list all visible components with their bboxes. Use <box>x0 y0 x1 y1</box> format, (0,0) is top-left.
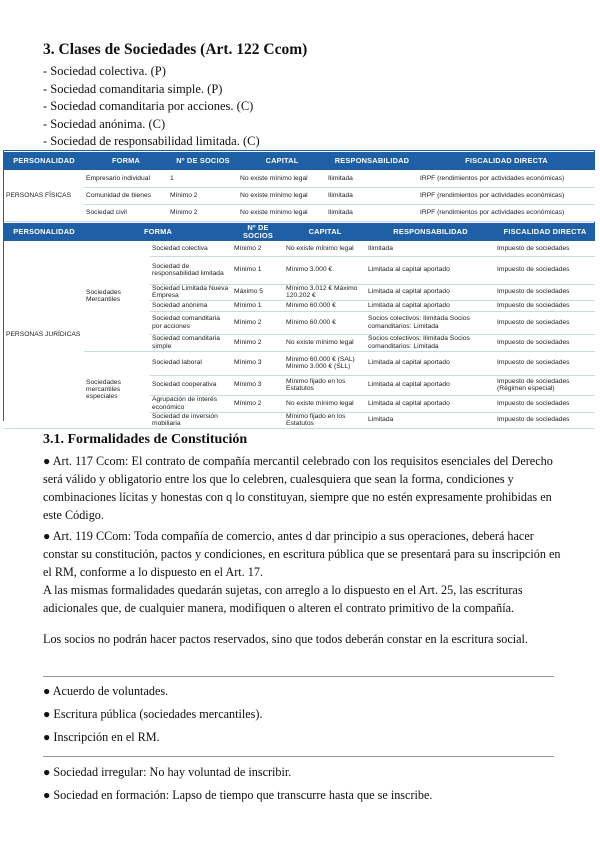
cell: Mínimo 2 <box>232 395 284 412</box>
cell <box>232 412 284 428</box>
list-item: - Sociedad comanditaria simple. (P) <box>43 81 223 96</box>
paragraph-additional-deeds: A las mismas formalidades quedarán sujetas, con arreglo a lo dispuesto en el Art. 25, las escrituras adicionales que, de cualquier manera, modifiquen o alteren el contrato primitivo de la compañía. <box>43 583 523 615</box>
cell: Mínimo fijado en los Estatutos <box>284 375 366 395</box>
cell: Mínimo 3.012 € Máximo 120.202 € <box>284 284 366 300</box>
cell: Sociedad de inversión mobiliaria <box>150 412 232 428</box>
cell: Impuesto de sociedades (Régimen especial) <box>495 375 595 395</box>
cell: Mínimo 2 <box>232 311 284 334</box>
group-label: PERSONAS FÍSICAS <box>4 170 84 221</box>
cell: Limitada al capital aportado <box>366 256 495 284</box>
cell: Socios colectivos: Ilimitada Socios comanditarios: Limitada <box>366 334 495 351</box>
cell: Ilimitada <box>326 204 418 221</box>
cell: Comunidad de bienes <box>84 187 168 204</box>
cell: Mínimo 3 <box>232 375 284 395</box>
cell: Impuesto de sociedades <box>495 311 595 334</box>
company-types-list <box>43 63 583 151</box>
cell: Mínimo 2 <box>168 204 238 221</box>
cell: Agrupación de interés económico <box>150 395 232 412</box>
cell: Sociedad comanditaria simple <box>150 334 232 351</box>
cell: Ilimitada <box>326 187 418 204</box>
cell: Sociedad cooperativa <box>150 375 232 395</box>
cell: IRPF (rendimientos por actividades económicas) <box>418 204 595 221</box>
cell: Sociedad anónima <box>150 300 232 311</box>
header-fiscalidad: FISCALIDAD DIRECTA <box>495 223 595 241</box>
cell: No existe mínimo legal <box>284 334 366 351</box>
group-label: PERSONAS JURÍDICAS <box>4 241 84 428</box>
cell: Impuesto de sociedades <box>495 256 595 284</box>
cell: Mínimo 1 <box>232 256 284 284</box>
list-item: - Sociedad comanditaria por acciones. (C) <box>43 99 254 114</box>
cell: Sociedad comanditaria por acciones <box>150 311 232 334</box>
list-item: - Sociedad de responsabilidad limitada. (C) <box>43 134 260 149</box>
paragraph-art-119: ● Art. 119 CCom: Toda compañía de comercio, antes d dar principio a sus operaciones, deberá hacer constar su constitución, pactos y condiciones, en escritura pública que se presentará para su inscripción en el RM, conforme a lo dispuesto en el Art. 17. <box>43 529 561 579</box>
table-row <box>4 187 595 204</box>
divider <box>43 676 554 677</box>
cell: Mínimo 1 <box>232 300 284 311</box>
list-item: - Sociedad colectiva. (P) <box>43 64 166 78</box>
cell: Mínimo 3 <box>232 351 284 375</box>
subgroup-label: Sociedades mercantiles especiales <box>84 351 150 428</box>
cell: Impuesto de sociedades <box>495 241 595 256</box>
header-capital: CAPITAL <box>238 152 326 170</box>
cell: Mínimo fijado en los Estatutos <box>284 412 366 428</box>
cell: Sociedad de responsabilidad limitada <box>150 256 232 284</box>
cell: Mínimo 2 <box>232 334 284 351</box>
cell: Ilimitada <box>326 170 418 187</box>
table-header-row <box>4 223 595 241</box>
header-personalidad: PERSONALIDAD <box>4 152 84 170</box>
cell: Limitada <box>366 412 495 428</box>
header-forma: FORMA <box>84 223 232 241</box>
header-personalidad: PERSONALIDAD <box>4 223 84 241</box>
cell: Mínimo 2 <box>168 187 238 204</box>
bullet-item: ● Acuerdo de voluntades. <box>43 684 169 698</box>
cell: Socios colectivos: Ilimitada Socios comanditarios: Limitada <box>366 311 495 334</box>
cell: Impuesto de sociedades <box>495 334 595 351</box>
bullet-item: ● Sociedad irregular: No hay voluntad de inscribir. <box>43 765 292 779</box>
cell: IRPF (rendimientos por actividades económicas) <box>418 170 595 187</box>
cell: Impuesto de sociedades <box>495 351 595 375</box>
natural-persons-table <box>4 152 595 222</box>
cell: Impuesto de sociedades <box>495 284 595 300</box>
cell: No existe mínimo legal <box>238 187 326 204</box>
cell: Mínimo 60.000 € <box>284 311 366 334</box>
paragraph-art-117: ● Art. 117 Ccom: El contrato de compañía mercantil celebrado con los requisitos esenciales del Derecho será válido y obligatorio entre los que lo celebren, cualesquiera que sean la forma, condiciones y combinaciones lícitas y honestas con q lo constituyan, siempre que no estén expresamente prohibidas en este Código. <box>43 454 553 522</box>
header-socios: Nº DE SOCIOS <box>168 152 238 170</box>
cell: Limitada al capital aportado <box>366 395 495 412</box>
paragraph-reserved-pacts: Los socios no podrán hacer pactos reservados, sino que todos deberán constar en la escritura social. <box>43 632 528 646</box>
cell: Mínimo 3.000 € <box>284 256 366 284</box>
header-responsabilidad: RESPONSABILIDAD <box>366 223 495 241</box>
cell: Mínimo 2 <box>232 241 284 256</box>
divider <box>43 756 554 757</box>
subgroup-label: Sociedades Mercantiles <box>84 241 150 351</box>
cell: Impuesto de sociedades <box>495 395 595 412</box>
cell: No existe mínimo legal <box>284 241 366 256</box>
cell: No existe mínimo legal <box>284 395 366 412</box>
list-item: - Sociedad anónima. (C) <box>43 116 166 131</box>
header-forma: FORMA <box>84 152 168 170</box>
header-fiscalidad: FISCALIDAD DIRECTA <box>418 152 595 170</box>
subsection-title: 3.1. Formalidades de Constitución <box>43 432 248 447</box>
cell: 1 <box>168 170 238 187</box>
cell: Impuesto de sociedades <box>495 300 595 311</box>
cell: Limitada al capital aportado <box>366 351 495 375</box>
table-header-row <box>4 152 595 170</box>
cell: Limitada al capital aportado <box>366 375 495 395</box>
cell: Empresario individual <box>84 170 168 187</box>
cell: Limitada al capital aportado <box>366 300 495 311</box>
cell: No existe mínimo legal <box>238 204 326 221</box>
bullet-item: ● Sociedad en formación: Lapso de tiempo que transcurre hasta que se inscribe. <box>43 788 433 802</box>
cell: Máximo 5 <box>232 284 284 300</box>
cell: Ilimitada <box>366 241 495 256</box>
cell: Mínimo 60.000 € <box>284 300 366 311</box>
cell: No existe mínimo legal <box>238 170 326 187</box>
table-row <box>4 170 595 187</box>
cell: Sociedad laboral <box>150 351 232 375</box>
header-socios: Nº DE SOCIOS <box>232 223 284 241</box>
cell: Mínimo 60.000 € (SAL) Mínimo 3.000 € (SLL) <box>284 351 366 375</box>
bullet-item: ● Inscripción en el RM. <box>43 730 160 744</box>
table-row <box>4 351 595 375</box>
header-capital: CAPITAL <box>284 223 366 241</box>
section-title: 3. Clases de Sociedades (Art. 122 Ccom) <box>43 41 308 58</box>
cell: Sociedad colectiva <box>150 241 232 256</box>
cell: Sociedad civil <box>84 204 168 221</box>
table-row <box>4 241 595 256</box>
legal-entities-table <box>4 223 595 429</box>
cell: Limitada al capital aportado <box>366 284 495 300</box>
header-responsabilidad: RESPONSABILIDAD <box>326 152 418 170</box>
cell: Sociedad Limitada Nueva Empresa <box>150 284 232 300</box>
bullet-item: ● Escritura pública (sociedades mercantiles). <box>43 707 263 721</box>
cell: Impuesto de sociedades <box>495 412 595 428</box>
table-row <box>4 204 595 221</box>
cell: IRPF (rendimientos por actividades económicas) <box>418 187 595 204</box>
